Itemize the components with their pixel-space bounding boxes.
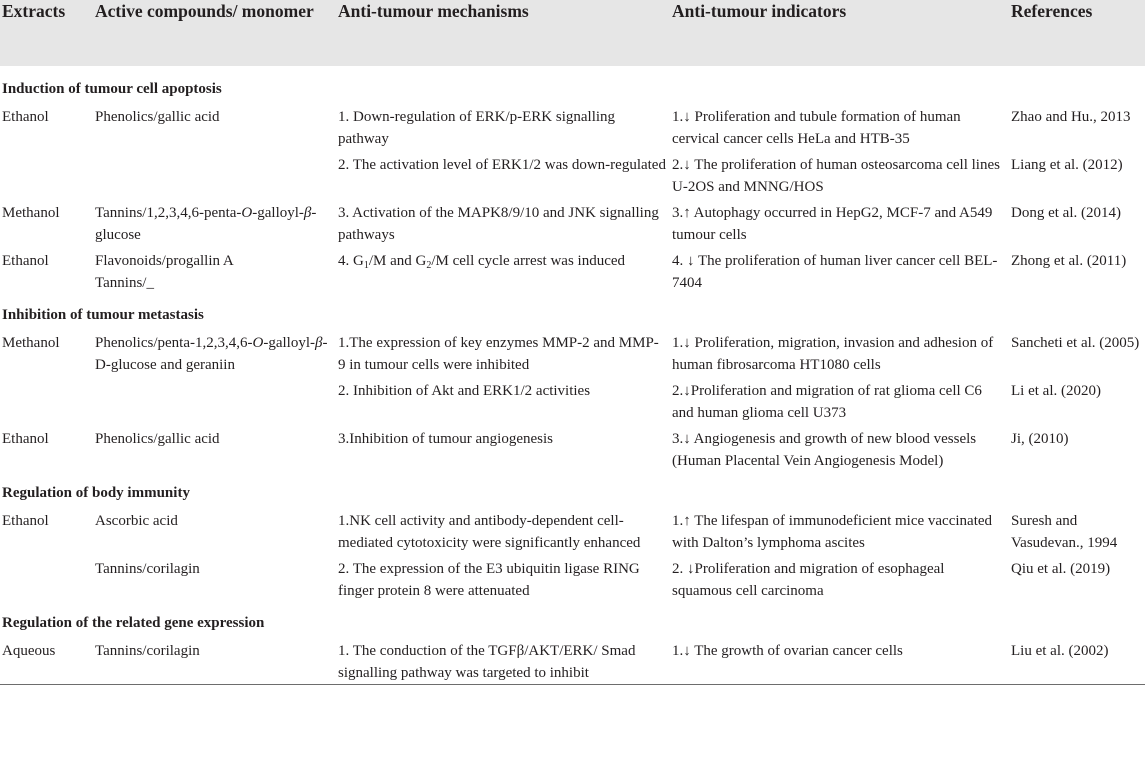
mechanism-cell: 2. The activation level of ERK1/2 was down-regulated — [338, 157, 666, 173]
section-row-gene-expression — [0, 602, 1145, 636]
indicator-cell: 3.↑ Autophagy occurred in HepG2, MCF-7 and A549 tumour cells — [672, 205, 993, 243]
compound-cell: Ascorbic acid — [95, 513, 178, 529]
indicator-cell: 1.↓ The growth of ovarian cancer cells — [670, 636, 1009, 685]
table-row — [0, 636, 1145, 685]
extract-cell: Methanol — [2, 335, 60, 351]
indicator-cell: 3.↓ Angiogenesis and growth of new blood vessels (Human Placental Vein Angiogenesis Model) — [672, 431, 977, 469]
section-row-immunity — [0, 472, 1145, 506]
table-row — [0, 246, 1145, 294]
mechanism-cell: 4. $G_1/M$ and $G_2/M$ cell cycle arrest was induced — [338, 253, 626, 271]
extract-cell: Ethanol — [2, 431, 49, 447]
section-title: Induction of tumour cell apoptosis — [2, 81, 222, 97]
extract-cell: Ethanol — [2, 513, 49, 529]
table-row — [0, 198, 1145, 246]
reference-cell: Sancheti et al. (2005) — [1011, 335, 1140, 351]
extract-cell: Aqueous — [0, 636, 93, 685]
header-row — [0, 0, 1145, 66]
indicator-cell: 4. ↓ The proliferation of human liver cancer cell BEL-7404 — [672, 253, 998, 291]
indicator-cell: 1.↑ The lifespan of immunodeficient mice vaccinated with Dalton’s lymphoma ascites — [672, 513, 993, 551]
table-row — [0, 150, 1145, 198]
header-mechanisms: Anti-tumour mechanisms — [336, 0, 670, 66]
mechanism-cell: 3. Activation of the MAPK8/9/10 and JNK signalling pathways — [338, 205, 659, 243]
header-active-compounds: Active compounds/ monomer — [93, 0, 336, 66]
reference-cell: Zhao and Hu., 2013 — [1011, 109, 1131, 125]
reference-cell: Zhong et al. (2011) — [1011, 253, 1127, 269]
compound-cell: Tannins/corilagin — [95, 561, 200, 577]
section-title: Inhibition of tumour metastasis — [2, 307, 204, 323]
compound-cell — [93, 376, 336, 424]
header-extracts: Extracts — [0, 0, 93, 66]
extract-cell: Ethanol — [2, 109, 49, 125]
compound-cell: Phenolics/penta-1,2,3,4,6-O-galloyl-β-D-glucose and geraniin — [95, 335, 328, 373]
extract-cell — [0, 376, 93, 424]
reference-cell: Qiu et al. (2019) — [1011, 561, 1111, 577]
table-row — [0, 506, 1145, 554]
table-row — [0, 424, 1145, 472]
compound-cell: Flavonoids/progallin A Tannins/_ — [95, 253, 234, 291]
reference-cell: Li et al. (2020) — [1011, 383, 1101, 399]
table-row — [0, 102, 1145, 150]
compound-cell: Tannins/1,2,3,4,6-penta-O-galloyl-β-glucose — [95, 205, 317, 243]
mechanism-cell: 1.The expression of key enzymes MMP-2 and MMP-9 in tumour cells were inhibited — [338, 335, 659, 373]
mechanism-cell: 2. The expression of the E3 ubiquitin ligase RING finger protein 8 were attenuated — [338, 561, 640, 599]
extract-cell — [0, 554, 93, 602]
indicator-cell: 2.↓Proliferation and migration of rat glioma cell C6 and human glioma cell U373 — [672, 383, 982, 421]
reference-cell: Suresh and Vasudevan., 1994 — [1011, 513, 1118, 551]
indicator-cell: 1.↓ Proliferation, migration, invasion and adhesion of human fibrosarcoma HT1080 cells — [672, 335, 994, 373]
header-references: References — [1009, 0, 1145, 66]
reference-cell: Ji, (2010) — [1011, 431, 1069, 447]
reference-cell: Dong et al. (2014) — [1011, 205, 1121, 221]
table-row — [0, 376, 1145, 424]
section-row-metastasis — [0, 294, 1145, 328]
compound-cell: Tannins/corilagin — [93, 636, 336, 685]
table-row — [0, 554, 1145, 602]
extract-cell — [0, 150, 93, 198]
section-row-apoptosis — [0, 66, 1145, 102]
mechanism-cell: 1. Down-regulation of ERK/p-ERK signalling pathway — [338, 109, 616, 147]
mechanism-cell: 1.NK cell activity and antibody-dependent cell-mediated cytotoxicity were significantly enhanced — [338, 513, 641, 551]
mechanism-cell: 3.Inhibition of tumour angiogenesis — [338, 431, 553, 447]
reference-cell: Liu et al. (2002) — [1009, 636, 1145, 685]
compound-cell: Phenolics/gallic acid — [95, 431, 220, 447]
section-title: Regulation of the related gene expression — [2, 615, 265, 631]
table-row — [0, 328, 1145, 376]
indicator-cell: 1.↓ Proliferation and tubule formation of human cervical cancer cells HeLa and HTB-35 — [672, 109, 961, 147]
compound-cell — [93, 150, 336, 198]
mechanism-cell: 2. Inhibition of Akt and ERK1/2 activities — [338, 383, 591, 399]
extract-cell: Ethanol — [2, 253, 49, 269]
compound-cell: Phenolics/gallic acid — [95, 109, 220, 125]
mechanism-cell: 1. The conduction of the TGFβ/AKT/ERK/ Smad signalling pathway was targeted to inhibit — [336, 636, 670, 685]
indicator-cell: 2.↓ The proliferation of human osteosarcoma cell lines U-2OS and MNNG/HOS — [672, 157, 1000, 195]
extract-cell: Methanol — [2, 205, 60, 221]
header-indicators: Anti-tumour indicators — [670, 0, 1009, 66]
reference-cell: Liang et al. (2012) — [1011, 157, 1123, 173]
indicator-cell: 2. ↓Proliferation and migration of esophageal squamous cell carcinoma — [672, 561, 945, 599]
section-title: Regulation of body immunity — [2, 485, 190, 501]
